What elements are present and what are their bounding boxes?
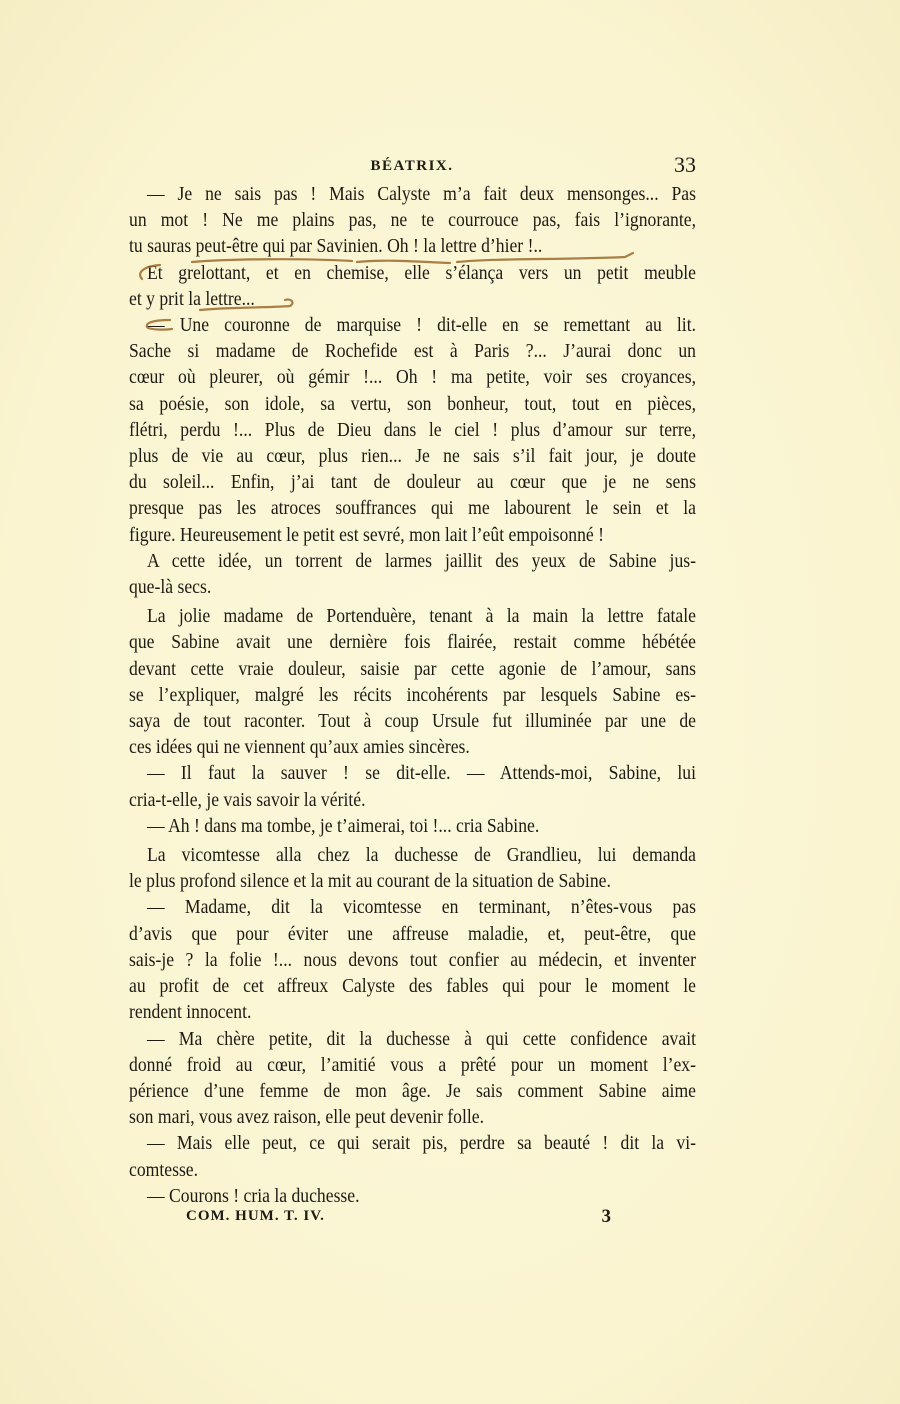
text-line: Sache si madame de Rochefide est à Paris ?... J’aurai donc un (129, 341, 696, 363)
paragraph (129, 261, 696, 313)
text-line: le plus profond silence et la mit au courant de la situation de Sabine. (129, 871, 611, 893)
text-line: — Une couronne de marquise ! dit-elle en se remettant au lit. (147, 315, 696, 337)
text-line: donné froid au cœur, l’amitié vous a prêté pour un moment l’ex- (129, 1054, 696, 1076)
paragraph (129, 182, 696, 261)
text-line: flétri, perdu !... Plus de Dieu dans le ciel ! plus d’amour sur terre, (129, 419, 696, 441)
text-line: Et grelottant, et en chemise, elle s’élança vers un petit meuble (147, 262, 696, 284)
paragraph (129, 1131, 696, 1183)
text-line: figure. Heureusement le petit est sevré, mon lait l’eût empoisonné ! (129, 524, 605, 546)
paragraph (129, 604, 696, 761)
running-title: BÉATRIX. (370, 158, 454, 174)
text-line: du soleil... Enfin, j’ai tant de douleur au cœur que je ne sens (129, 472, 696, 494)
paragraph (129, 313, 696, 549)
text-line: rendent innocent. (129, 1002, 252, 1024)
text-line: presque pas les atroces souffrances qui me labourent le sein et la (129, 498, 696, 520)
text-line: sais-je ? la folie !... nous devons tout confier au médecin, et inventer (129, 949, 696, 971)
paragraph (129, 1027, 696, 1132)
text-line: comtesse. (129, 1159, 199, 1181)
text-line: plus de vie au cœur, plus rien... Je ne sais s’il fait jour, je doute (129, 446, 696, 468)
text-line: — Ah ! dans ma tombe, je t’aimerai, toi !... cria Sabine. (147, 815, 540, 837)
text-line: que Sabine avait une dernière fois flairée, restait comme hébétée (129, 632, 696, 654)
text-line: La jolie madame de Portenduère, tenant à la main la lettre fatale (147, 606, 696, 628)
text-line: La vicomtesse alla chez la duchesse de Grandlieu, lui demanda (147, 845, 696, 867)
text-line: son mari, vous avez raison, elle peut devenir folle. (129, 1107, 485, 1129)
text-line: — Mais elle peut, ce qui serait pis, perdre sa beauté ! dit la vi- (147, 1133, 696, 1155)
text-line: devant cette vraie douleur, saisie par cette agonie de l’amour, sans (129, 658, 696, 680)
page-footer (186, 1206, 612, 1230)
text-line: et y prit la lettre... (129, 288, 255, 310)
text-line: périence d’une femme de mon âge. Je sais comment Sabine aime (129, 1080, 696, 1102)
paragraph (129, 895, 696, 1026)
page-header (128, 152, 696, 180)
text-line: tu sauras peut-être qui par Savinien. Oh ! la lettre d’hier !.. (129, 236, 543, 258)
text-line: ces idées qui ne viennent qu’aux amies sincères. (129, 737, 470, 759)
paragraph (129, 814, 696, 840)
text-line: saya de tout raconter. Tout à coup Ursule fut illuminée par une de (129, 711, 696, 733)
sheet-number: 3 (601, 1206, 612, 1227)
signature-mark: COM. HUM. T. IV. (186, 1208, 325, 1224)
text-line: se l’expliquer, malgré les récits incohérents par lesquels Sabine es- (129, 684, 696, 706)
text-line: au profit de cet affreux Calyste des fables qui pour le moment le (129, 976, 696, 998)
page-number: 33 (674, 152, 696, 177)
paragraph (129, 761, 696, 813)
text-line: un mot ! Ne me plains pas, ne te courrouce pas, fais l’ignorante, (129, 210, 696, 232)
text-line: — Il faut la sauver ! se dit-elle. — Attends-moi, Sabine, lui (147, 763, 696, 785)
text-line: d’avis que pour éviter une affreuse maladie, et, peut-être, que (129, 923, 696, 945)
text-line: cœur où pleurer, où gémir !... Oh ! ma petite, voir ses croyances, (129, 367, 696, 389)
text-line: — Courons ! cria la duchesse. (147, 1185, 360, 1207)
text-line: — Ma chère petite, dit la duchesse à qui cette confidence avait (147, 1028, 696, 1050)
text-line: — Je ne sais pas ! Mais Calyste m’a fait deux mensonges... Pas (147, 184, 696, 205)
text-line: — Madame, dit la vicomtesse en terminant, n’êtes-vous pas (147, 897, 696, 919)
text-line: A cette idée, un torrent de larmes jaillit des yeux de Sabine jus- (147, 550, 696, 572)
text-line: cria-t-elle, je vais savoir la vérité. (129, 789, 366, 811)
paragraph (129, 549, 696, 601)
body-text (129, 182, 696, 1210)
text-line: que-là secs. (129, 577, 212, 599)
text-line: sa poésie, son idole, sa vertu, son bonheur, tout, tout en pièces, (129, 393, 696, 415)
paragraph (129, 843, 696, 895)
